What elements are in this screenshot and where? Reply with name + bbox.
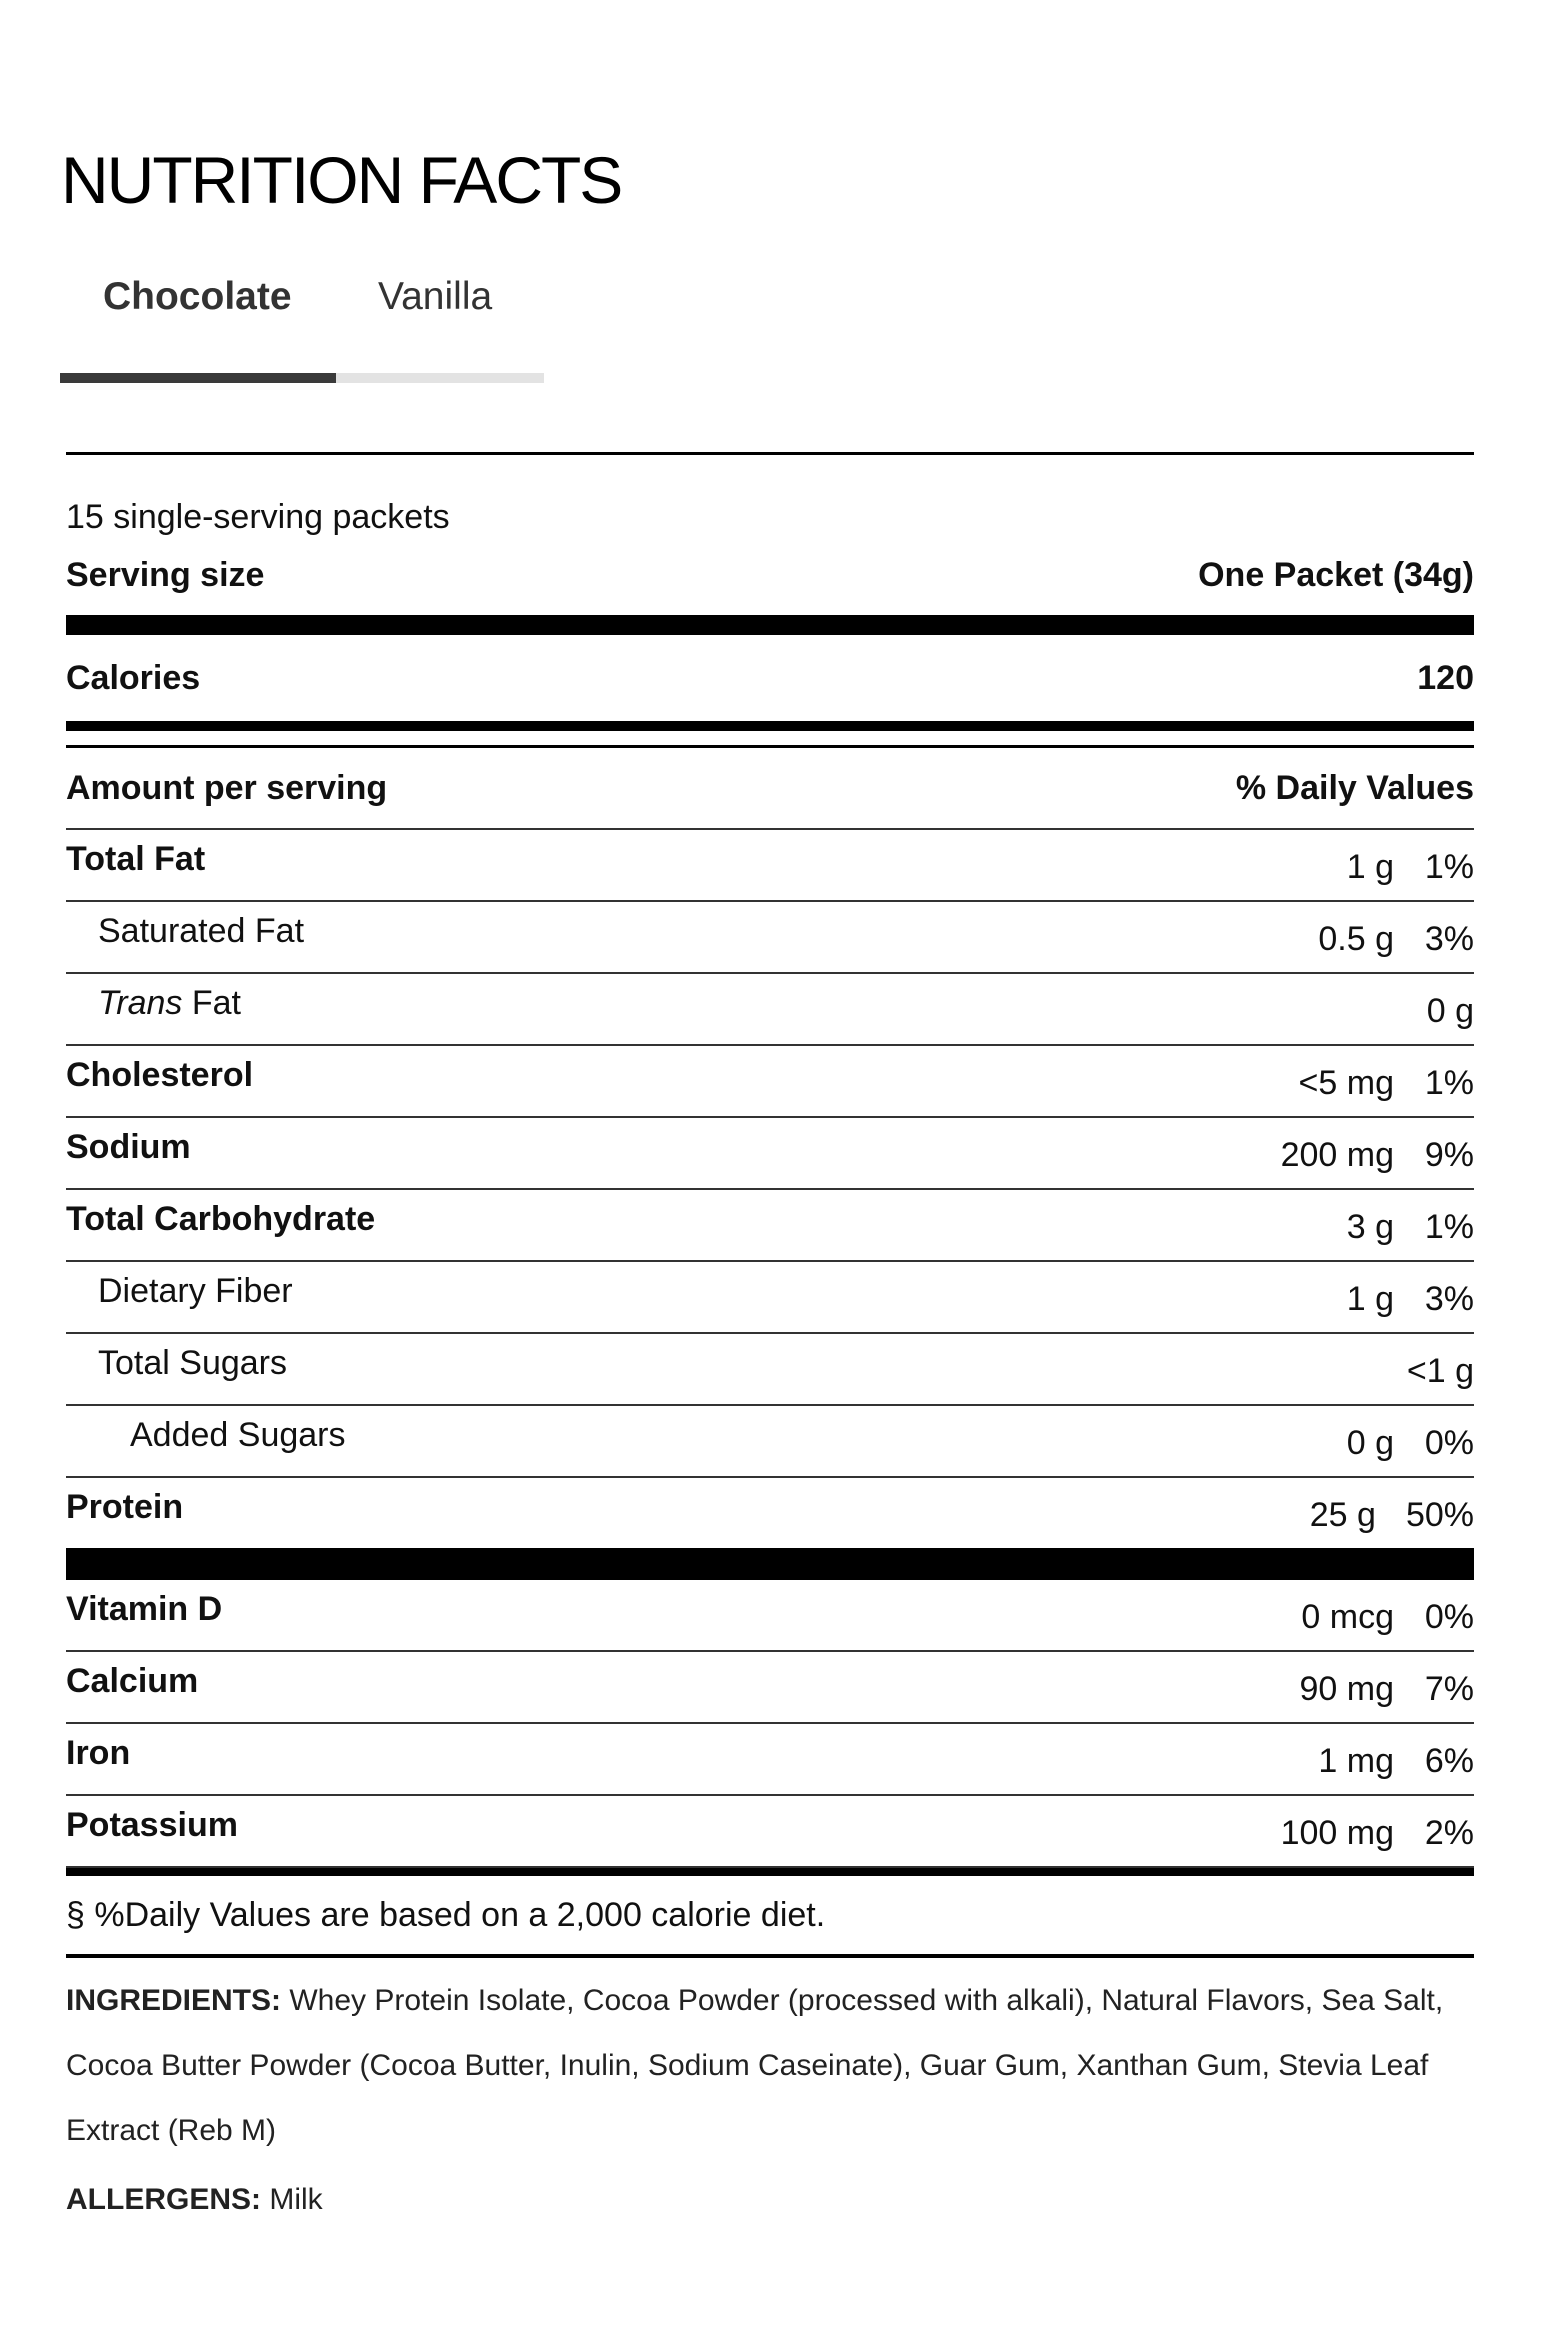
calories-row — [66, 635, 1474, 721]
amount-per-serving-label: Amount per serving — [66, 768, 388, 807]
ingredients-text: Whey Protein Isolate, Cocoa Powder (processed with alkali), Natural Flavors, Sea Salt, Cocoa Butter Powder (Cocoa Butter, Inulin, Sodium Caseinate), Guar Gum, Xanthan Gum, Stevia Leaf Extract (Reb M) — [66, 1984, 1444, 2147]
nutrient-label — [98, 974, 241, 1044]
allergens-text: Milk — [269, 2183, 323, 2216]
nutrient-daily-value: 1% — [1424, 848, 1474, 886]
nutrient-label-text: Cholesterol — [66, 1056, 254, 1094]
nutrient-row — [66, 1118, 1474, 1190]
footnote-divider — [66, 1954, 1474, 1958]
calories-label: Calories — [66, 658, 201, 697]
tab-chocolate[interactable]: Chocolate — [103, 275, 292, 318]
vitamin-label: Potassium — [66, 1806, 238, 1844]
nutrient-label — [98, 1262, 293, 1332]
nutrient-amount: 0 g — [1426, 992, 1474, 1030]
nutrient-row — [66, 830, 1474, 902]
nutrient-label — [98, 902, 304, 972]
amount-header-row — [66, 748, 1474, 830]
nutrient-daily-value: 3% — [1424, 920, 1474, 958]
vitamin-values — [1281, 1796, 1474, 1866]
nutrient-daily-value: 0% — [1424, 1424, 1474, 1462]
allergens-block — [66, 2183, 1474, 2217]
protein-divider — [66, 1548, 1474, 1580]
nutrient-row — [66, 1478, 1474, 1548]
nutrient-amount: 0 g — [1346, 1424, 1394, 1462]
vitamin-values — [1318, 1724, 1474, 1794]
nutrient-amount: 1 g — [1346, 1280, 1394, 1318]
nutrient-label-text: Dietary Fiber — [98, 1272, 293, 1310]
nutrient-label-text: Total Carbohydrate — [66, 1200, 376, 1238]
vitamin-label: Vitamin D — [66, 1590, 223, 1628]
nutrient-label — [66, 830, 205, 900]
vitamin-values — [1301, 1580, 1474, 1650]
vitamin-amount: 0 mcg — [1301, 1598, 1394, 1636]
vitamin-daily-value: 0% — [1424, 1598, 1474, 1636]
vitamin-daily-value: 2% — [1424, 1814, 1474, 1852]
nutrient-label-text: Total Sugars — [98, 1344, 287, 1382]
nutrient-row — [66, 1046, 1474, 1118]
nutrient-values — [1347, 1262, 1474, 1332]
calories-divider — [66, 721, 1474, 731]
nutrient-row — [66, 1190, 1474, 1262]
nutrient-label — [98, 1334, 287, 1404]
nutrient-label — [66, 1046, 253, 1116]
nutrient-label-text: Fat — [182, 984, 241, 1022]
servings-per-container: 15 single-serving packets — [66, 498, 450, 536]
nutrient-values — [1407, 1334, 1474, 1404]
serving-size-label: Serving size — [66, 555, 265, 594]
nutrient-row — [66, 1334, 1474, 1406]
nutrient-label — [66, 1478, 183, 1548]
nutrient-values — [1318, 902, 1474, 972]
nutrient-label-text: Saturated Fat — [98, 912, 305, 950]
vitamin-row — [66, 1652, 1474, 1724]
nutrient-label-text: Protein — [66, 1488, 184, 1526]
ingredients-block — [66, 1968, 1474, 2163]
nutrition-panel — [66, 452, 1474, 2217]
tab-active-indicator — [60, 373, 336, 383]
ingredients-label: INGREDIENTS: — [66, 1984, 282, 2017]
daily-value-footnote: § %Daily Values are based on a 2,000 calorie diet. — [66, 1895, 826, 1934]
vitamin-amount: 90 mg — [1299, 1670, 1394, 1708]
nutrient-amount: 1 g — [1346, 848, 1394, 886]
thick-divider — [66, 615, 1474, 635]
nutrient-daily-value: 50% — [1405, 1496, 1474, 1534]
nutrient-row — [66, 1406, 1474, 1478]
vitamin-amount: 1 mg — [1318, 1742, 1394, 1780]
nutrient-amount: 25 g — [1309, 1496, 1376, 1534]
vitamin-label: Iron — [66, 1734, 131, 1772]
nutrient-daily-value: 3% — [1424, 1280, 1474, 1318]
nutrient-label-text: Added Sugars — [130, 1416, 346, 1454]
nutrient-values — [1347, 1190, 1474, 1260]
vitamin-row — [66, 1796, 1474, 1868]
nutrient-label — [66, 1118, 191, 1188]
nutrient-label — [66, 1190, 375, 1260]
calories-value: 120 — [1417, 658, 1474, 697]
nutrient-daily-value: 9% — [1424, 1136, 1474, 1174]
allergens-label: ALLERGENS: — [66, 2183, 261, 2216]
nutrient-label-text: Total Fat — [66, 840, 206, 878]
nutrient-values — [1427, 974, 1474, 1044]
serving-size-value: One Packet (34g) — [1198, 555, 1474, 594]
vitamin-daily-value: 7% — [1424, 1670, 1474, 1708]
nutrient-row — [66, 902, 1474, 974]
serving-size-row — [66, 547, 1474, 603]
nutrient-daily-value: 1% — [1424, 1064, 1474, 1102]
nutrient-values — [1281, 1118, 1474, 1188]
nutrient-amount: <5 mg — [1298, 1064, 1394, 1102]
page-title: NUTRITION FACTS — [61, 143, 622, 217]
nutrient-label — [130, 1406, 346, 1476]
vitamin-row — [66, 1580, 1474, 1652]
vitamin-list — [66, 1580, 1474, 1868]
tab-track — [60, 373, 544, 383]
tab-vanilla[interactable]: Vanilla — [378, 275, 493, 318]
nutrient-daily-value: 1% — [1424, 1208, 1474, 1246]
daily-values-header: % Daily Values — [1235, 768, 1474, 807]
vitamin-daily-value: 6% — [1424, 1742, 1474, 1780]
flavor-tabs — [60, 250, 544, 385]
nutrient-values — [1347, 1406, 1474, 1476]
nutrient-list — [66, 830, 1474, 1548]
nutrient-amount: 0.5 g — [1318, 920, 1394, 958]
vitamin-row — [66, 1724, 1474, 1796]
nutrient-row — [66, 974, 1474, 1046]
nutrient-row — [66, 1262, 1474, 1334]
vitamin-values — [1300, 1652, 1475, 1722]
nutrient-amount: 3 g — [1346, 1208, 1394, 1246]
nutrient-label-italic: Trans — [98, 984, 183, 1022]
nutrient-values — [1347, 830, 1474, 900]
nutrient-label-text: Sodium — [66, 1128, 191, 1166]
nutrient-values — [1310, 1478, 1474, 1548]
nutrient-amount: <1 g — [1406, 1352, 1474, 1390]
vitamin-label: Calcium — [66, 1662, 199, 1700]
nutrient-amount: 200 mg — [1280, 1136, 1394, 1174]
nutrient-values — [1299, 1046, 1474, 1116]
vitamin-amount: 100 mg — [1280, 1814, 1394, 1852]
